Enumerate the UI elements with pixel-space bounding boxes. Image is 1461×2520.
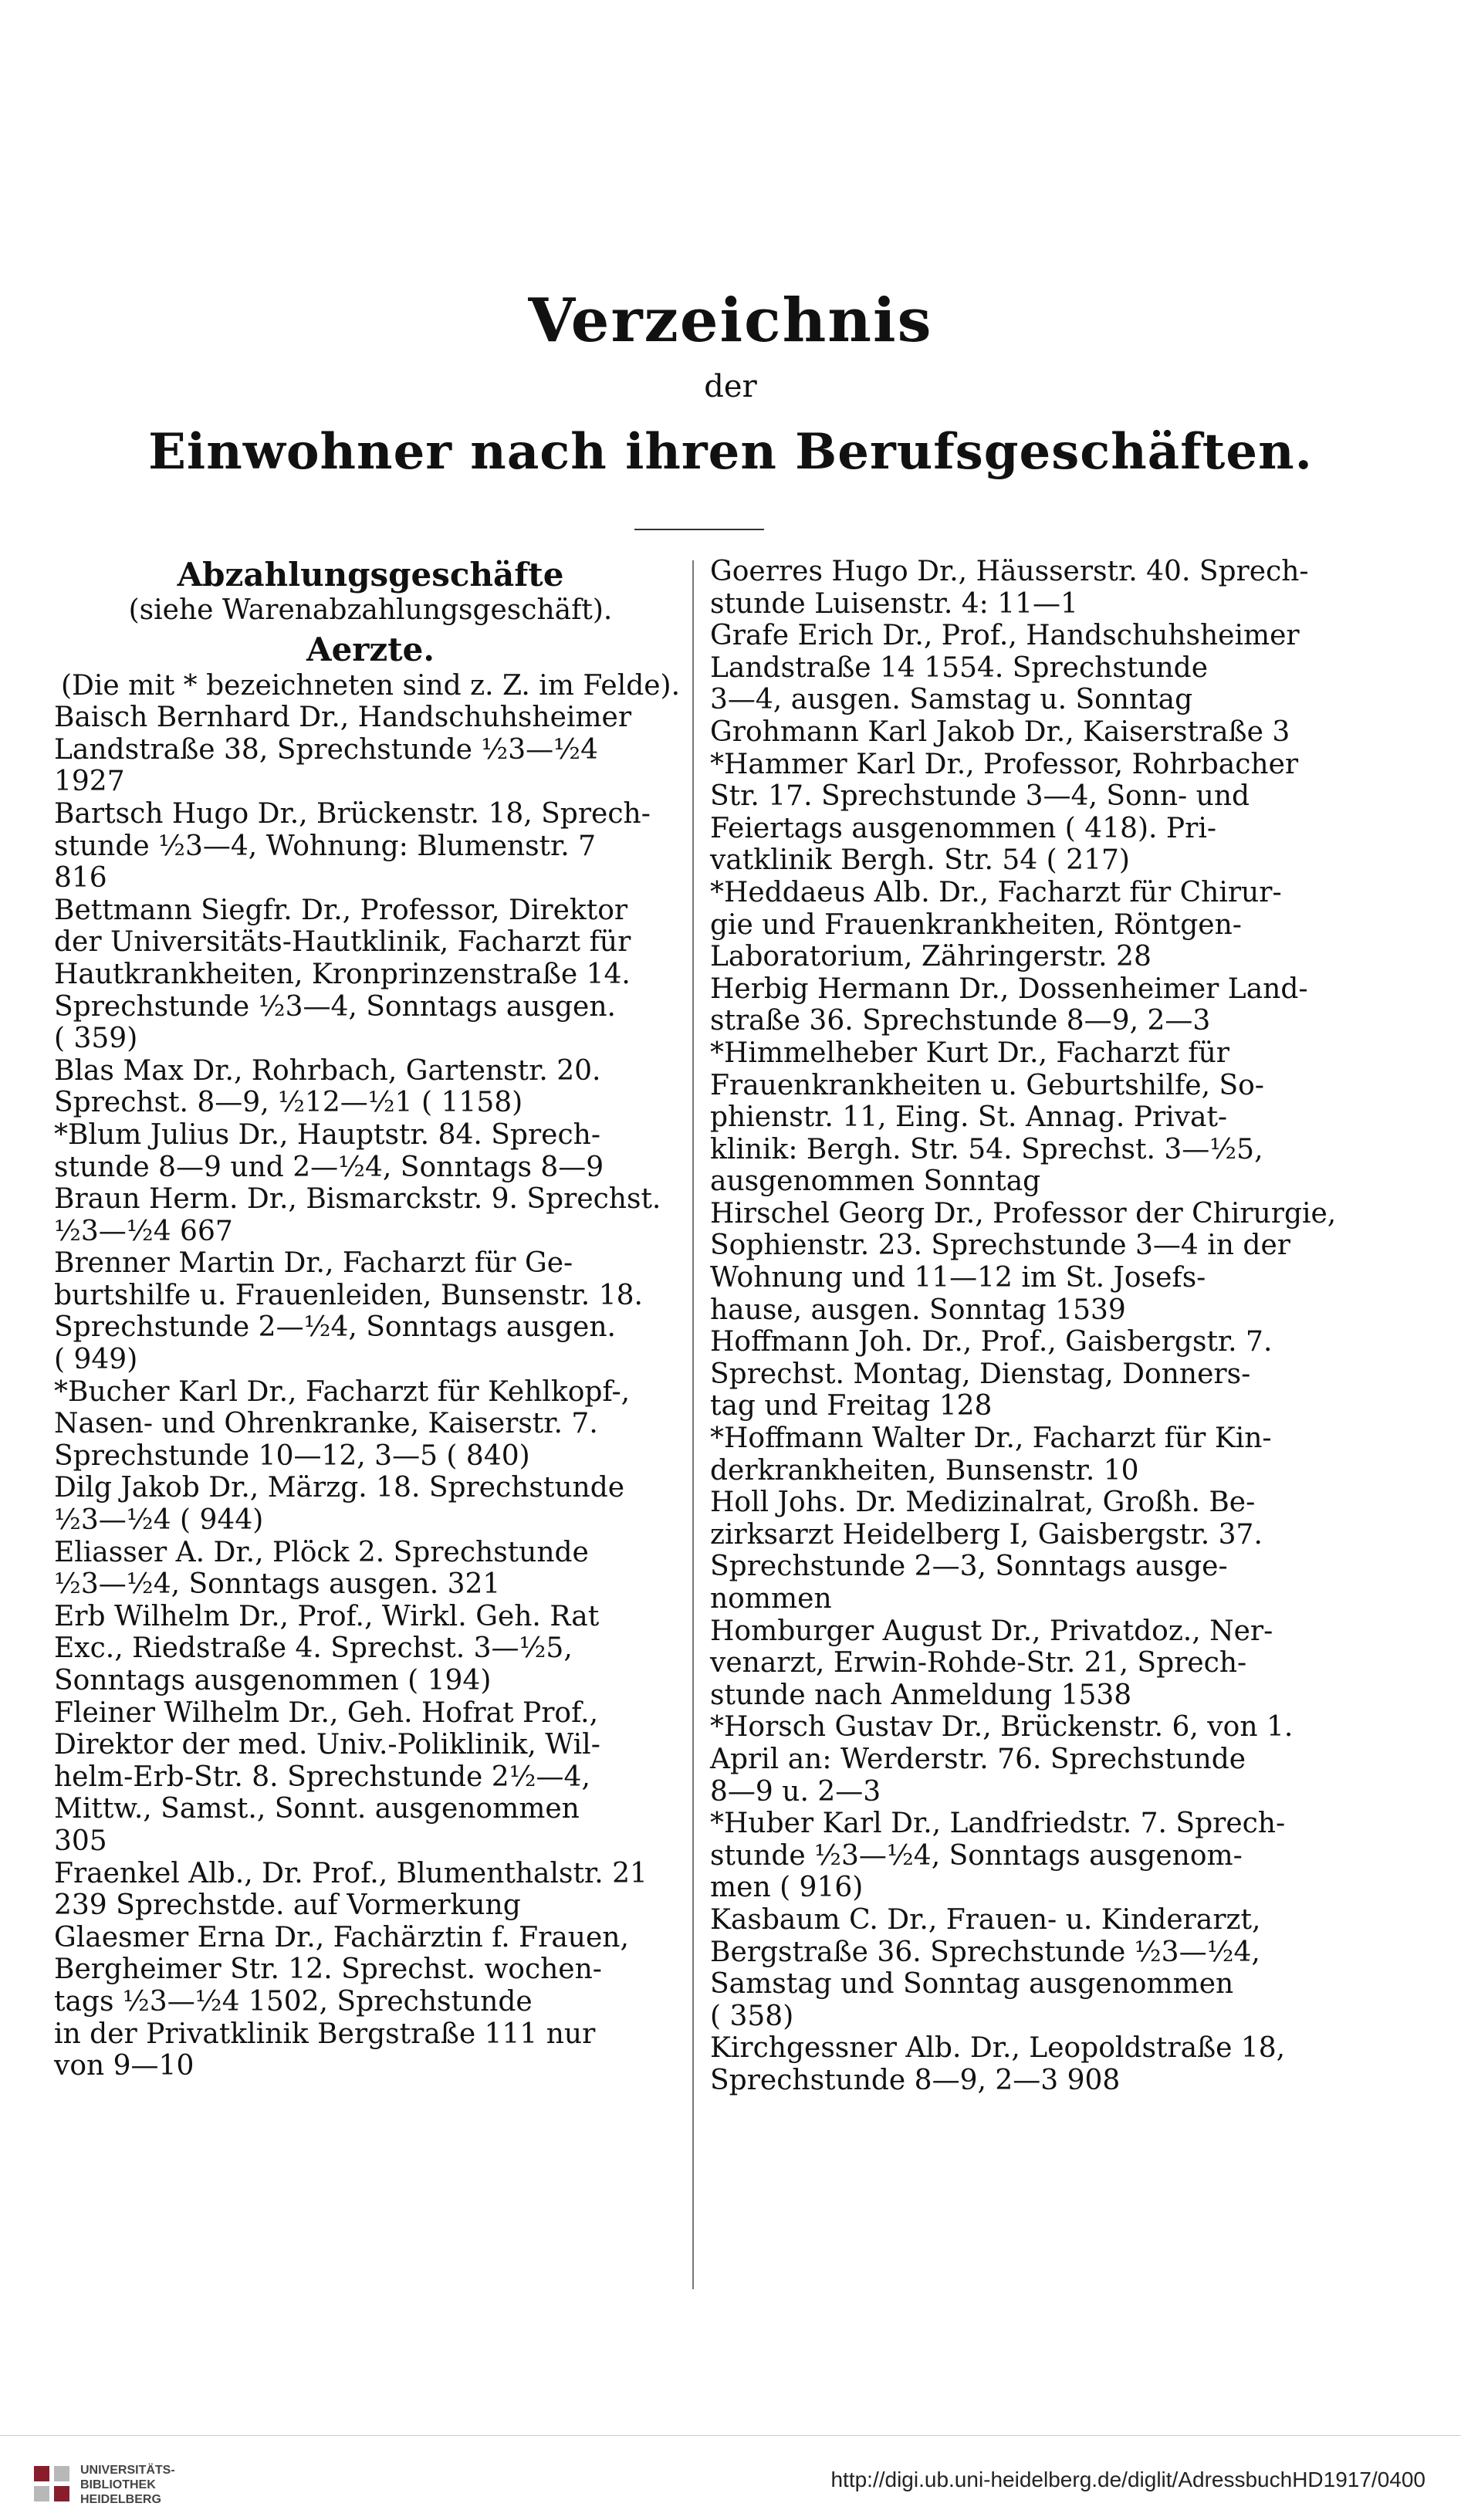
entry-line: *Huber Karl Dr., Landfriedstr. 7. Sprech- [710, 1808, 1286, 1840]
entry-line: *Bucher Karl Dr., Facharzt für Kehlkopf-, [54, 1375, 631, 1408]
source-url-link[interactable]: http://digi.ub.uni-heidelberg.de/diglit/AdressbuchHD1917/0400 [830, 2468, 1425, 2491]
entry-line: 1927 [54, 766, 125, 798]
entry-line: tags ½3—½4 1502, Sprechstunde [54, 1985, 533, 2018]
entry-line: stunde Luisenstr. 4: 11—1 [710, 587, 1078, 620]
entry-line: vatklinik Bergh. Str. 54 ( 217) [710, 844, 1130, 877]
entry-line: gie und Frauenkrankheiten, Röntgen- [710, 908, 1242, 941]
entry-line: Grohmann Karl Jakob Dr., Kaiserstraße 3 [710, 715, 1290, 748]
entry-line: ½3—½4, Sonntags ausgen. 321 [54, 1568, 501, 1601]
library-logo-icon [32, 2464, 73, 2505]
directory-entry [54, 702, 687, 798]
entry-line: Samstag und Sonntag ausgenommen [710, 1968, 1234, 2001]
entry-line: Wohnung und 11—12 im St. Josefs- [710, 1262, 1206, 1294]
document-title-line2: Einwohner nach ihren Berufsgeschäften. [148, 423, 1313, 481]
entry-line: 239 Sprechstde. auf Vormerkung [54, 1889, 521, 1922]
entry-line: Braun Herm. Dr., Bismarckstr. 9. Sprechst. [54, 1183, 661, 1216]
entry-line: ( 949) [54, 1344, 138, 1376]
entry-line: nommen [710, 1583, 832, 1615]
directory-entry [710, 1711, 1351, 1808]
logo-line: BIBLIOTHEK [80, 2478, 156, 2491]
directory-entry [710, 556, 1351, 620]
footer [0, 2435, 1461, 2520]
entry-line: ½3—½4 ( 944) [54, 1504, 264, 1537]
directory-entry [54, 1537, 687, 1601]
directory-entry [54, 1247, 687, 1375]
library-logo-text [80, 2463, 175, 2507]
entry-line: Kirchgessner Alb. Dr., Leopoldstraße 18, [710, 2032, 1286, 2065]
entry-line: 816 [54, 862, 107, 895]
section-heading-aerzte: Aerzte. [306, 630, 435, 668]
left-column [54, 556, 687, 2082]
directory-entry [54, 1183, 687, 1247]
directory-entry [710, 620, 1351, 716]
directory-entry [54, 1119, 687, 1183]
entry-line: Kasbaum C. Dr., Frauen- u. Kinderarzt, [710, 1903, 1261, 1936]
entry-line: venarzt, Erwin-Rohde-Str. 21, Sprech- [710, 1647, 1247, 1679]
entry-line: Dilg Jakob Dr., Märzg. 18. Sprechstunde [54, 1472, 625, 1504]
directory-entry [54, 798, 687, 895]
entry-line: Frauenkrankheiten u. Geburtshilfe, So- [710, 1069, 1264, 1101]
entry-line: derkrankheiten, Bunsenstr. 10 [710, 1454, 1139, 1487]
directory-entry [710, 1198, 1351, 1326]
directory-entry [710, 1326, 1351, 1422]
entry-line: Sprechst. Montag, Dienstag, Donners- [710, 1358, 1251, 1390]
document-subtitle: der [704, 369, 757, 404]
entry-line: straße 36. Sprechstunde 8—9, 2—3 [710, 1005, 1211, 1037]
right-column [710, 556, 1351, 2097]
entry-line: ausgenommen Sonntag [710, 1165, 1041, 1198]
entry-line: Sprechstunde 10—12, 3—5 ( 840) [54, 1439, 530, 1472]
entry-line: *Hammer Karl Dr., Professor, Rohrbacher [710, 748, 1299, 780]
entry-line: Sophienstr. 23. Sprechstunde 3—4 in der [710, 1230, 1290, 1262]
entry-line: Bettmann Siegfr. Dr., Professor, Direktor [54, 894, 628, 926]
footer-divider [0, 2435, 1461, 2436]
entry-line: klinik: Bergh. Str. 54. Sprechst. 3—½5, [710, 1133, 1263, 1165]
entry-line: 8—9 u. 2—3 [710, 1775, 881, 1808]
entry-line: Goerres Hugo Dr., Häusserstr. 40. Sprech- [710, 556, 1309, 587]
directory-entry [710, 716, 1351, 749]
section-note-aerzte: (Die mit * bezeichneten sind z. Z. im Felde). [60, 669, 681, 702]
entry-line: stunde ½3—½4, Sonntags ausgenom- [710, 1839, 1243, 1872]
section-heading-abzahlung: Abzahlungsgeschäfte [177, 556, 564, 594]
directory-entry [54, 1376, 687, 1473]
entry-line: *Blum Julius Dr., Hauptstr. 84. Sprech- [54, 1118, 600, 1151]
entry-line: Homburger August Dr., Privatdoz., Ner- [710, 1615, 1273, 1647]
entry-line: zirksarzt Heidelberg I, Gaisbergstr. 37. [710, 1518, 1263, 1551]
title-divider [634, 529, 764, 530]
entry-line: ( 358) [710, 2000, 794, 2032]
entry-line: 305 [54, 1825, 107, 1857]
entry-line: Hautkrankheiten, Kronprinzenstraße 14. [54, 958, 631, 990]
logo-line: HEIDELBERG [80, 2493, 161, 2506]
entry-line: Eliasser A. Dr., Plöck 2. Sprechstunde [54, 1536, 589, 1568]
section-note-abzahlung: (siehe Warenabzahlungsgeschäft). [128, 594, 613, 626]
entry-line: stunde ½3—4, Wohnung: Blumenstr. 7 [54, 830, 597, 862]
entry-line: Sprechstunde 2—½4, Sonntags ausgen. [54, 1311, 616, 1344]
entry-line: Fleiner Wilhelm Dr., Geh. Hofrat Prof., [54, 1696, 599, 1729]
entry-line: von 9—10 [54, 2050, 194, 2082]
directory-entry [54, 1472, 687, 1536]
directory-entry [710, 2032, 1351, 2096]
entry-line: Exc., Riedstraße 4. Sprechst. 3—½5, [54, 1632, 573, 1665]
directory-entry [710, 1487, 1351, 1615]
entry-line: *Hoffmann Walter Dr., Facharzt für Kin- [710, 1422, 1272, 1455]
entry-line: tag und Freitag 128 [710, 1390, 993, 1422]
directory-entry [710, 1615, 1351, 1712]
logo-line: UNIVERSITÄTS- [80, 2464, 175, 2477]
entry-line: burtshilfe u. Frauenleiden, Bunsenstr. 18. [54, 1279, 643, 1311]
entry-line: stunde nach Anmeldung 1538 [710, 1679, 1132, 1711]
entry-line: Blas Max Dr., Rohrbach, Gartenstr. 20. [54, 1054, 601, 1087]
entry-line: 3—4, ausgen. Samstag u. Sonntag [710, 684, 1193, 716]
directory-entry [54, 1697, 687, 1858]
entry-line: Erb Wilhelm Dr., Prof., Wirkl. Geh. Rat [54, 1600, 600, 1632]
entry-line: Mittw., Samst., Sonnt. ausgenommen [54, 1793, 580, 1825]
left-entry-list [54, 702, 687, 2082]
entry-line: phienstr. 11, Eing. St. Annag. Privat- [710, 1101, 1228, 1134]
entry-line: Holl Johs. Dr. Medizinalrat, Großh. Be- [710, 1487, 1256, 1519]
directory-entry [54, 1922, 687, 2082]
entry-line: April an: Werderstr. 76. Sprechstunde [710, 1743, 1246, 1775]
right-entry-list [710, 556, 1351, 2097]
entry-line: Sprechstunde 2—3, Sonntags ausge- [710, 1551, 1228, 1583]
directory-entry [54, 1858, 687, 1922]
entry-line: Hoffmann Joh. Dr., Prof., Gaisbergstr. 7. [710, 1326, 1273, 1358]
column-divider [692, 560, 694, 2289]
entry-line: Landstraße 38, Sprechstunde ½3—½4 [54, 733, 598, 766]
entry-line: ( 359) [54, 1023, 138, 1055]
entry-line: Sprechstunde 8—9, 2—3 908 [710, 2064, 1121, 2096]
entry-line: Hirschel Georg Dr., Professor der Chirurgie, [710, 1197, 1337, 1230]
document-title: Verzeichnis [528, 286, 933, 356]
entry-line: der Universitäts-Hautklinik, Facharzt für [54, 926, 631, 959]
entry-line: Fraenkel Alb., Dr. Prof., Blumenthalstr. 21 [54, 1857, 648, 1889]
entry-line: Baisch Bernhard Dr., Handschuhsheimer [54, 702, 632, 734]
entry-line: stunde 8—9 und 2—½4, Sonntags 8—9 [54, 1151, 604, 1183]
entry-line: Brenner Martin Dr., Facharzt für Ge- [54, 1247, 573, 1280]
directory-entry [710, 1422, 1351, 1487]
entry-line: Glaesmer Erna Dr., Fachärztin f. Frauen, [54, 1921, 629, 1953]
entry-line: hause, ausgen. Sonntag 1539 [710, 1294, 1126, 1326]
entry-line: Feiertags ausgenommen ( 418). Pri- [710, 812, 1217, 844]
directory-entry [54, 895, 687, 1055]
entry-line: *Himmelheber Kurt Dr., Facharzt für [710, 1037, 1229, 1069]
entry-line: Sonntags ausgenommen ( 194) [54, 1665, 492, 1696]
entry-line: ½3—½4 667 [54, 1215, 233, 1247]
directory-entry [710, 877, 1351, 973]
entry-line: Laboratorium, Zähringerstr. 28 [710, 941, 1152, 973]
directory-entry [54, 1055, 687, 1119]
entry-line: helm-Erb-Str. 8. Sprechstunde 2½—4, [54, 1761, 590, 1793]
entry-line: Herbig Hermann Dr., Dossenheimer Land- [710, 972, 1308, 1005]
entry-line: Str. 17. Sprechstunde 3—4, Sonn- und [710, 780, 1250, 813]
entry-line: Bergstraße 36. Sprechstunde ½3—½4, [710, 1936, 1260, 1968]
entry-line: *Horsch Gustav Dr., Brückenstr. 6, von 1. [710, 1711, 1294, 1744]
entry-line: Sprechstunde ½3—4, Sonntags ausgen. [54, 990, 616, 1023]
entry-line: Bartsch Hugo Dr., Brückenstr. 18, Sprech- [54, 797, 651, 830]
directory-entry [710, 973, 1351, 1037]
entry-line: Bergheimer Str. 12. Sprechst. wochen- [54, 1953, 602, 1986]
directory-entry [710, 1904, 1351, 2032]
directory-entry [710, 1808, 1351, 1904]
entry-line: Sprechst. 8—9, ½12—½1 ( 1158) [54, 1087, 523, 1119]
entry-line: Nasen- und Ohrenkranke, Kaiserstr. 7. [54, 1408, 598, 1440]
entry-line: Landstraße 14 1554. Sprechstunde [710, 651, 1208, 684]
entry-line: Grafe Erich Dr., Prof., Handschuhsheimer [710, 620, 1300, 652]
entry-line: in der Privatklinik Bergstraße 111 nur [54, 2018, 596, 2050]
entry-line: *Heddaeus Alb. Dr., Facharzt für Chirur- [710, 876, 1282, 908]
directory-entry [710, 1037, 1351, 1198]
directory-entry [54, 1601, 687, 1697]
directory-entry [710, 749, 1351, 877]
entry-line: Direktor der med. Univ.-Poliklinik, Wil- [54, 1729, 600, 1761]
entry-line: men ( 916) [710, 1872, 864, 1904]
